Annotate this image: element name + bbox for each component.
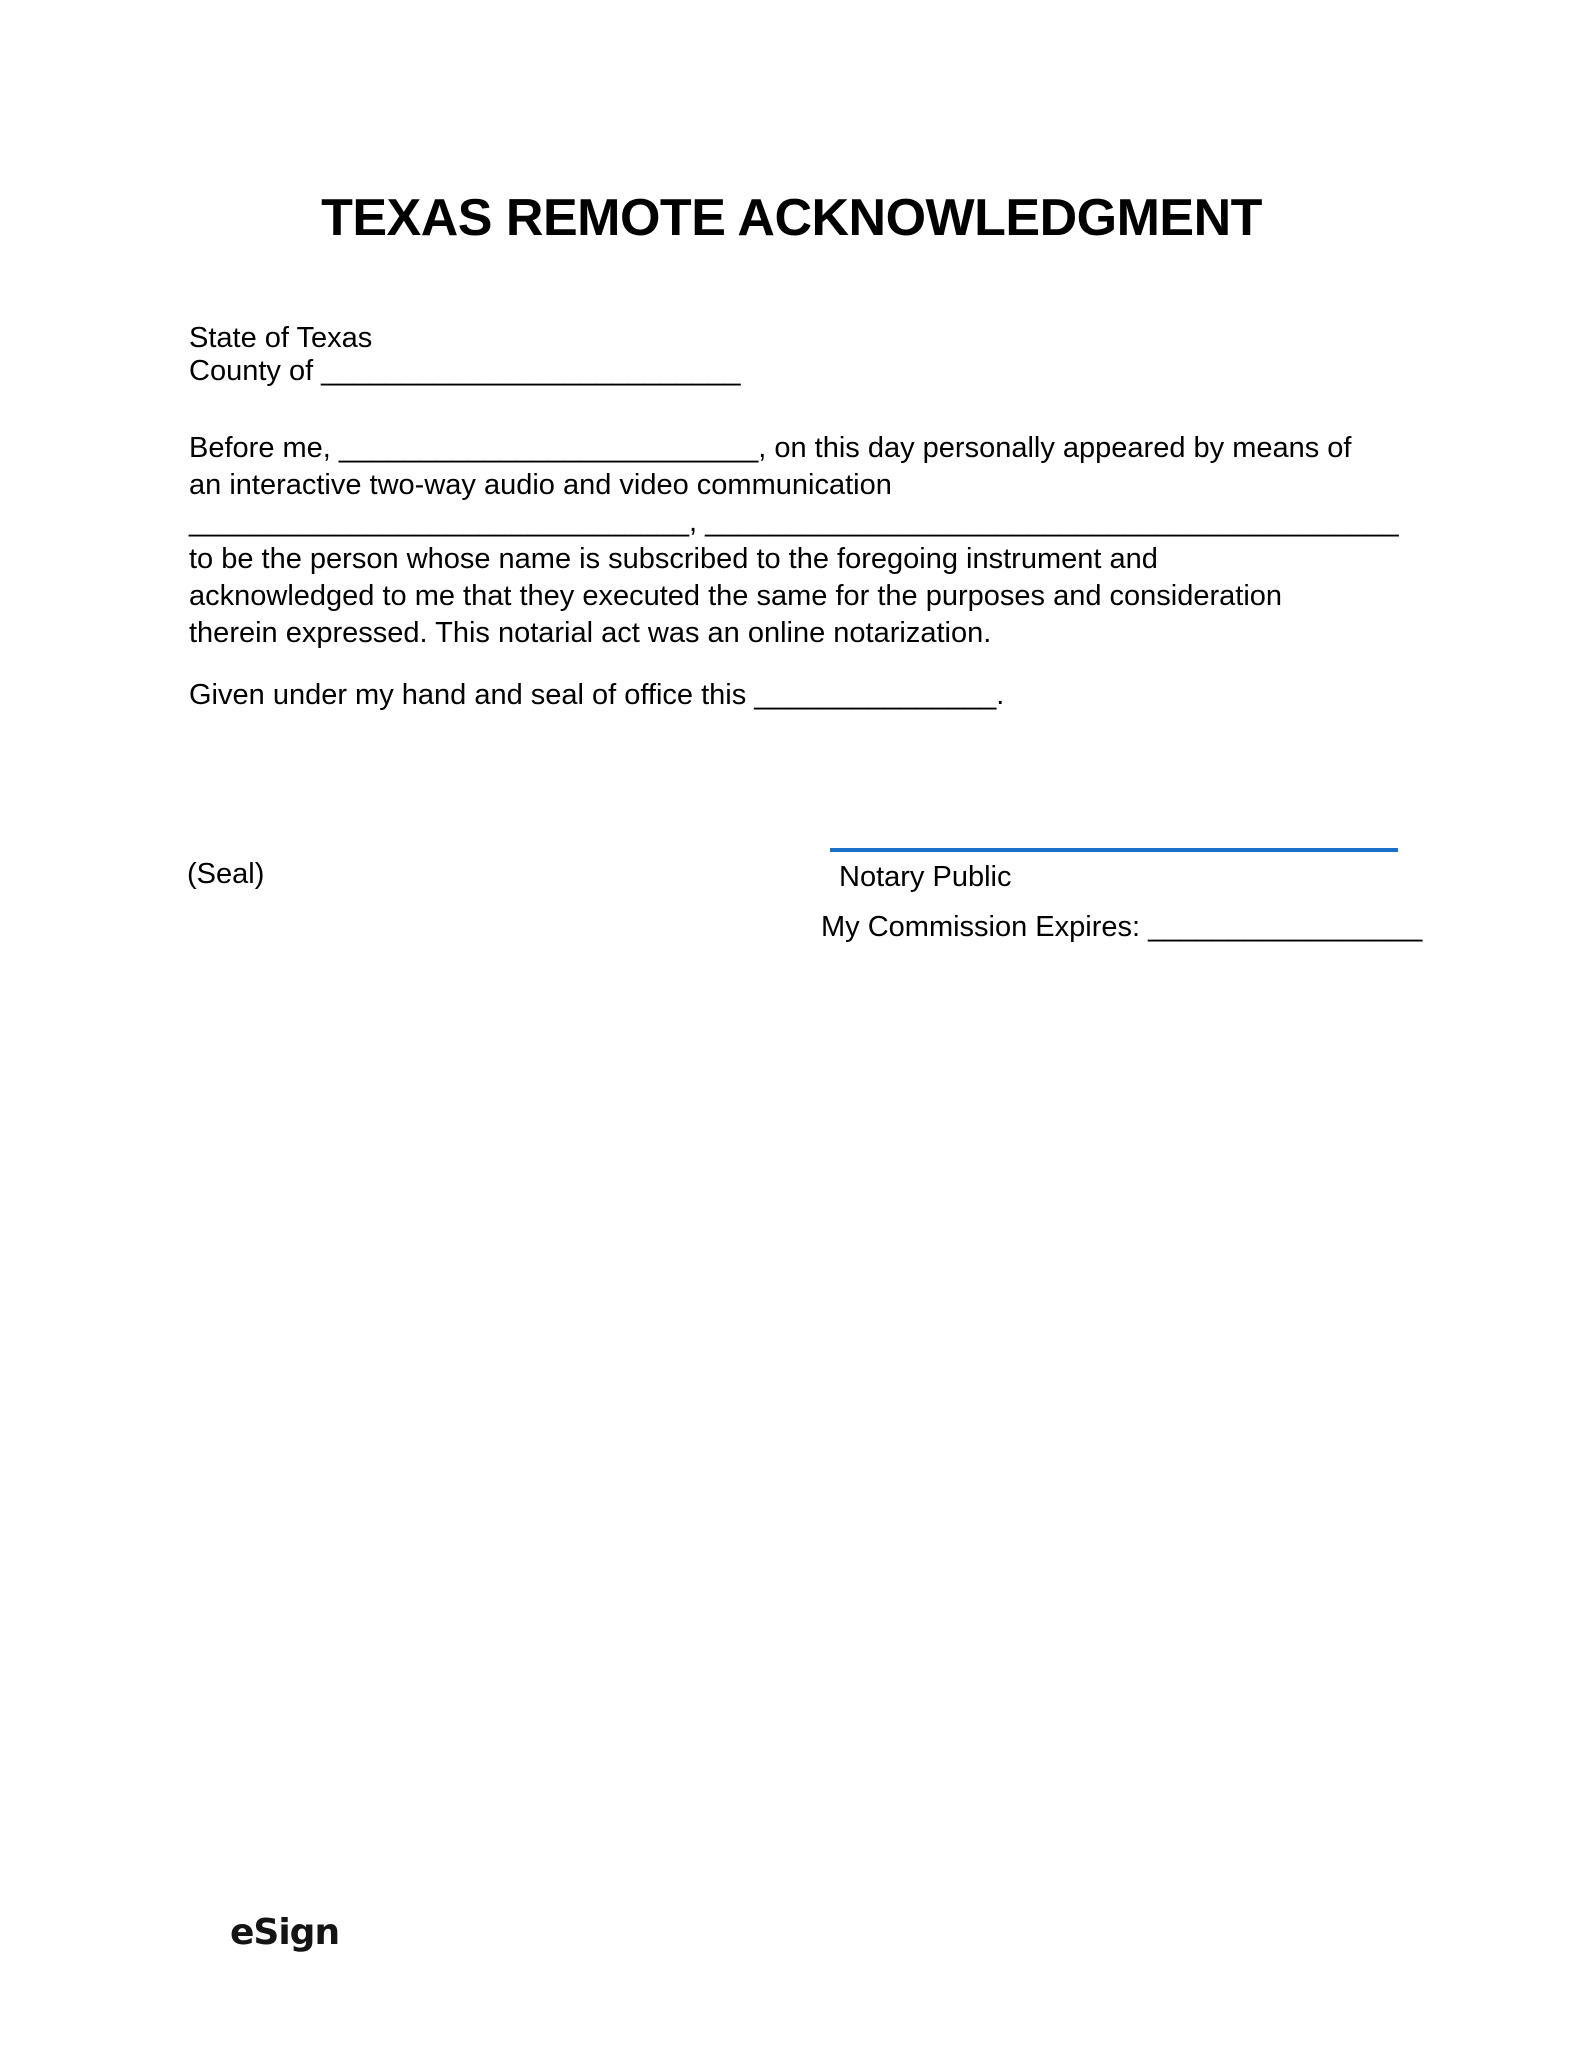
execution-date-line: Given under my hand and seal of office this _______________. <box>189 679 1005 711</box>
body-line: an interactive two-way audio and video communication <box>189 469 892 501</box>
body-line-blanks: _______________________________, ___________________________________________ <box>189 506 1399 538</box>
commission-expires-line: My Commission Expires: _________________ <box>821 911 1423 943</box>
body-line: therein expressed. This notarial act was an online notarization. <box>189 617 992 649</box>
esign-logo: eSign <box>230 1912 340 1953</box>
notary-public-label: Notary Public <box>839 861 1012 893</box>
notary-signature-rule <box>830 848 1398 852</box>
body-line: Before me, __________________________, on this day personally appeared by means of <box>189 432 1352 464</box>
body-line: to be the person whose name is subscribed to the foregoing instrument and <box>189 543 1158 575</box>
seal-label: (Seal) <box>187 858 265 890</box>
county-blank-line: County of __________________________ <box>189 355 741 387</box>
jurisdiction-block <box>189 322 741 388</box>
acknowledgment-paragraph <box>189 430 1399 652</box>
state-line: State of Texas <box>189 322 373 354</box>
body-line: acknowledged to me that they executed the same for the purposes and consideration <box>189 580 1283 612</box>
document-title: TEXAS REMOTE ACKNOWLEDGMENT <box>321 189 1262 247</box>
